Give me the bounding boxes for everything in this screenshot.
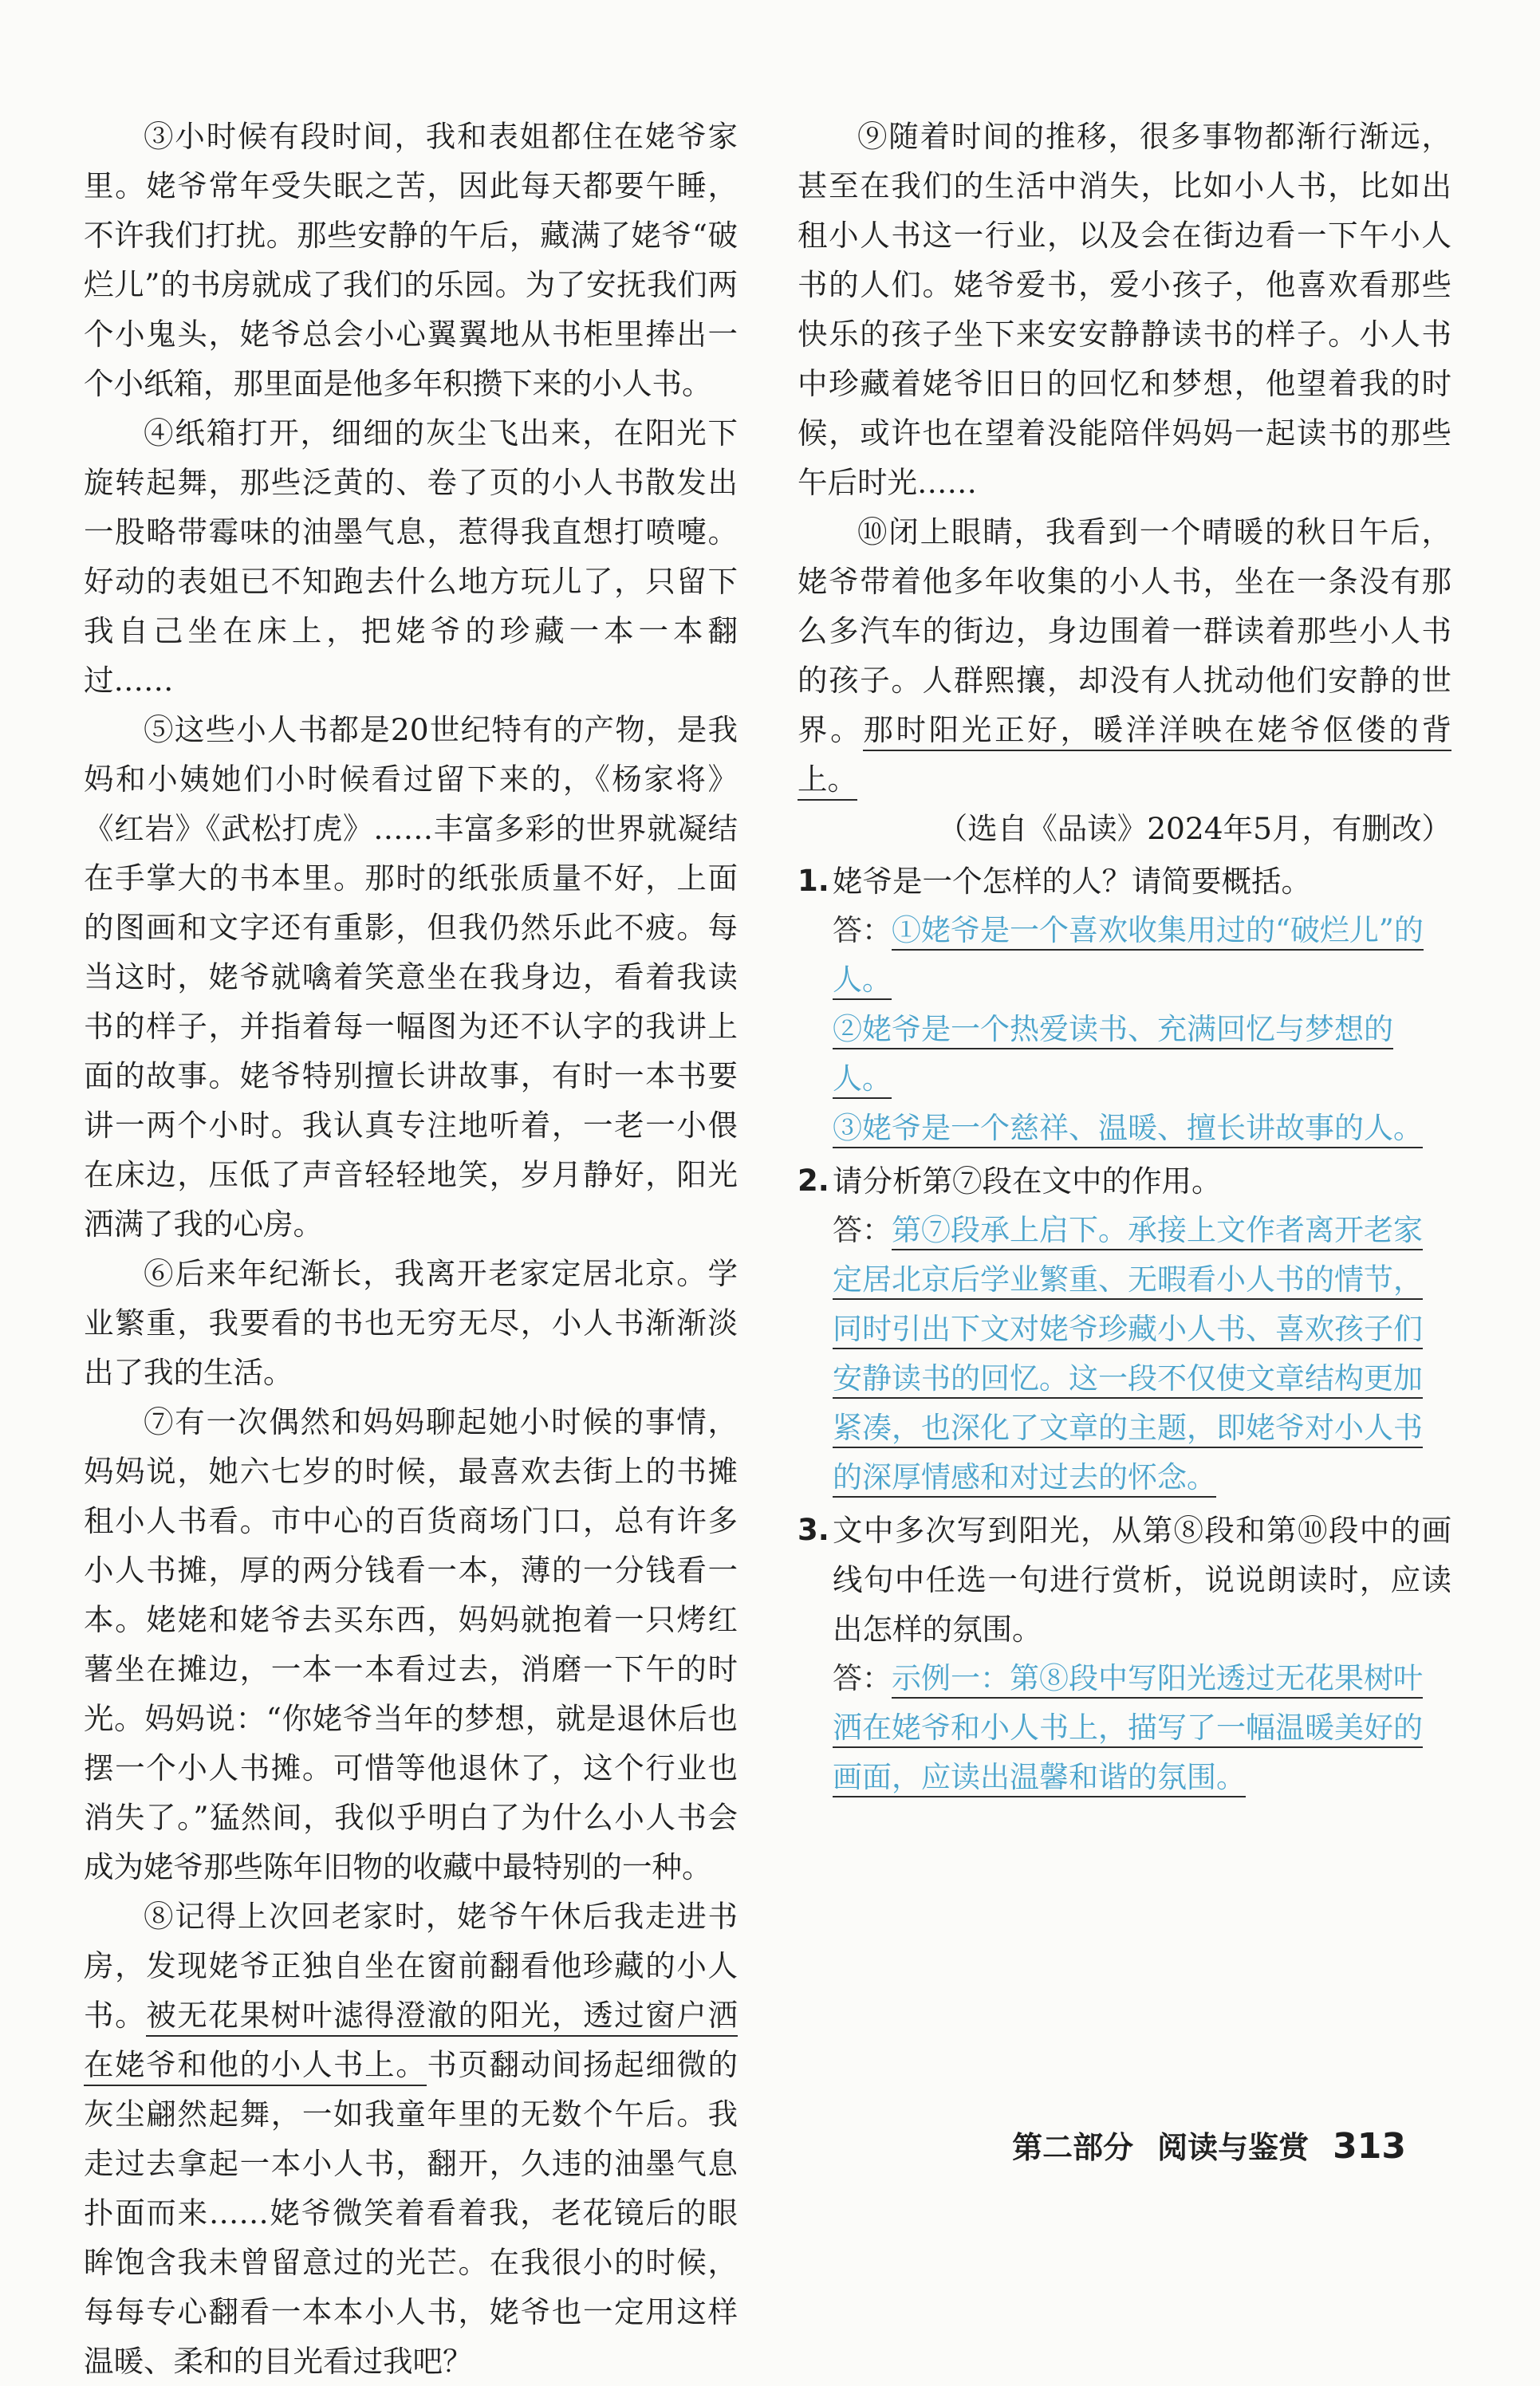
footer-section: 第二部分	[1012, 2130, 1134, 2165]
handwritten-answer: ①姥爷是一个喜欢收集用过的“破烂儿”的人。	[833, 913, 1424, 1000]
paragraph-10	[798, 507, 1451, 804]
answer-label: 答：	[833, 913, 892, 947]
question-1	[798, 856, 1451, 1153]
question-2	[798, 1156, 1451, 1502]
answer-block	[798, 1005, 1451, 1104]
answer-label: 答：	[833, 1661, 892, 1695]
underlined-sentence-10: 那时阳光正好，暖洋洋映在姥爷伛偻的背上。	[798, 712, 1451, 801]
question-text: 姥爷是一个怎样的人？请简要概括。	[833, 864, 1311, 899]
handwritten-answer: 第⑦段承上启下。承接上文作者离开老家定居北京后学业繁重、无暇看小人书的情节，同时引出下文对姥爷珍藏小人书、喜欢孩子们安静读书的回忆。这一段不仅使文章结构更加紧凑，也深化了文章的主题，即姥爷对小人书的深厚情感和对过去的怀念。	[833, 1213, 1423, 1498]
answer-label: 答：	[833, 1213, 892, 1247]
paragraph-4: ④纸箱打开，细细的灰尘飞出来，在阳光下旋转起舞，那些泛黄的、卷了页的小人书散发出一股略带霉味的油墨气息，惹得我直想打喷嚏。好动的表姐已不知跑去什么地方玩儿了，只留下我自己坐在床上，把姥爷的珍藏一本一本翻过……	[84, 415, 738, 698]
paragraph-9: ⑨随着时间的推移，很多事物都渐行渐远，甚至在我们的生活中消失，比如小人书，比如出租小人书这一行业，以及会在街边看一下午小人书的人们。姥爷爱书，爱小孩子，他喜欢看那些快乐的孩子坐下来安安静静读书的样子。小人书中珍藏着姥爷旧日的回忆和梦想，他望着我的时候，或许也在望着没能陪伴妈妈一起读书的那些午后时光……	[798, 119, 1451, 500]
paragraph-5: ⑤这些小人书都是20世纪特有的产物，是我妈和小姨她们小时候看过留下来的，《杨家将》《红岩》《武松打虎》……丰富多彩的世界就凝结在手掌大的书本里。那时的纸张质量不好，上面的图画和文字还有重影，但我仍然乐此不疲。每当这时，姥爷就噙着笑意坐在我身边，看着我读书的样子，并指着每一幅图为还不认字的我讲上面的故事。姥爷特别擅长讲故事，有时一本书要讲一两个小时。我认真专注地听着，一老一小偎在床边，压低了声音轻轻地笑，岁月静好，阳光洒满了我的心房。	[84, 712, 738, 1242]
left-column	[84, 112, 738, 2386]
paragraph-6: ⑥后来年纪渐长，我离开老家定居北京。学业繁重，我要看的书也无穷无尽，小人书渐渐淡出了我的生活。	[84, 1256, 738, 1390]
page-number: 313	[1333, 2126, 1406, 2167]
page-footer	[1012, 2123, 1406, 2167]
question-text: 请分析第⑦段在文中的作用。	[833, 1163, 1222, 1199]
footer-title: 阅读与鉴赏	[1157, 2130, 1310, 2165]
question-number: 2.	[798, 1163, 829, 1198]
question-text: 文中多次写到阳光，从第⑧段和第⑩段中的画线句中任选一句进行赏析，说说朗读时，应读出怎样的氛围。	[833, 1513, 1451, 1647]
underlined-sentence-8: 被无花果树叶滤得澄澈的阳光，透过窗户洒在姥爷和他的小人书上。	[84, 1998, 738, 2086]
question-number: 3.	[798, 1513, 829, 1547]
right-column	[798, 112, 1451, 1802]
paragraph-10-plain: ⑩闭上眼睛，我看到一个晴暖的秋日午后，姥爷带着他多年收集的小人书，坐在一条没有那么多汽车的街边，身边围着一群读着那些小人书的孩子。人群熙攘，却没有人扰动他们安静的世界。	[798, 514, 1451, 747]
handwritten-answer: 示例一：第⑧段中写阳光透过无花果树叶洒在姥爷和小人书上，描写了一幅温暖美好的画面，应读出温馨和谐的氛围。	[833, 1661, 1423, 1797]
paragraph-7: ⑦有一次偶然和妈妈聊起她小时候的事情，妈妈说，她六七岁的时候，最喜欢去街上的书摊租小人书看。市中心的百货商场门口，总有许多小人书摊，厚的两分钱看一本，薄的一分钱看一本。姥姥和姥爷去买东西，妈妈就抱着一只烤红薯坐在摊边，一本一本看过去，消磨一下午的时光。妈妈说：“你姥爷当年的梦想，就是退休后也摆一个小人书摊。可惜等他退休了，这个行业也消失了。”猛然间，我似乎明白了为什么小人书会成为姥爷那些陈年旧物的收藏中最特别的一种。	[84, 1404, 738, 1884]
question-3	[798, 1506, 1451, 1802]
source-citation: （选自《品读》2024年5月，有删改）	[937, 811, 1451, 846]
answer-block	[798, 1104, 1451, 1153]
paragraph-8-plain: ⑧记得上次回老家时，姥爷午休后我走进书房，发现姥爷正独自坐在窗前翻看他珍藏的小人书。	[84, 1899, 738, 2033]
paragraph-3: ③小时候有段时间，我和表姐都住在姥爷家里。姥爷常年受失眠之苦，因此每天都要午睡，不许我们打扰。那些安静的午后，藏满了姥爷“破烂儿”的书房就成了我们的乐园。为了安抚我们两个小鬼头，姥爷总会小心翼翼地从书柜里捧出一个小纸箱，那里面是他多年积攒下来的小人书。	[84, 119, 738, 401]
answer-block	[798, 1654, 1451, 1802]
answer-block	[798, 906, 1451, 1005]
answer-block	[798, 1206, 1451, 1502]
paragraph-8-rest: 书页翻动间扬起细微的灰尘翩然起舞，一如我童年里的无数个午后。我走过去拿起一本小人书，翻开，久违的油墨气息扑面而来……姥爷微笑着看着我，老花镜后的眼眸饱含我未曾留意过的光芒。在我很小的时候，每每专心翻看一本本小人书，姥爷也一定用这样温暖、柔和的目光看过我吧？	[84, 2047, 738, 2379]
question-number: 1.	[798, 864, 829, 898]
handwritten-answer: ②姥爷是一个热爱读书、充满回忆与梦想的人。	[833, 1012, 1393, 1099]
paragraph-8	[84, 1892, 738, 2386]
handwritten-answer: ③姥爷是一个慈祥、温暖、擅长讲故事的人。	[833, 1111, 1423, 1148]
